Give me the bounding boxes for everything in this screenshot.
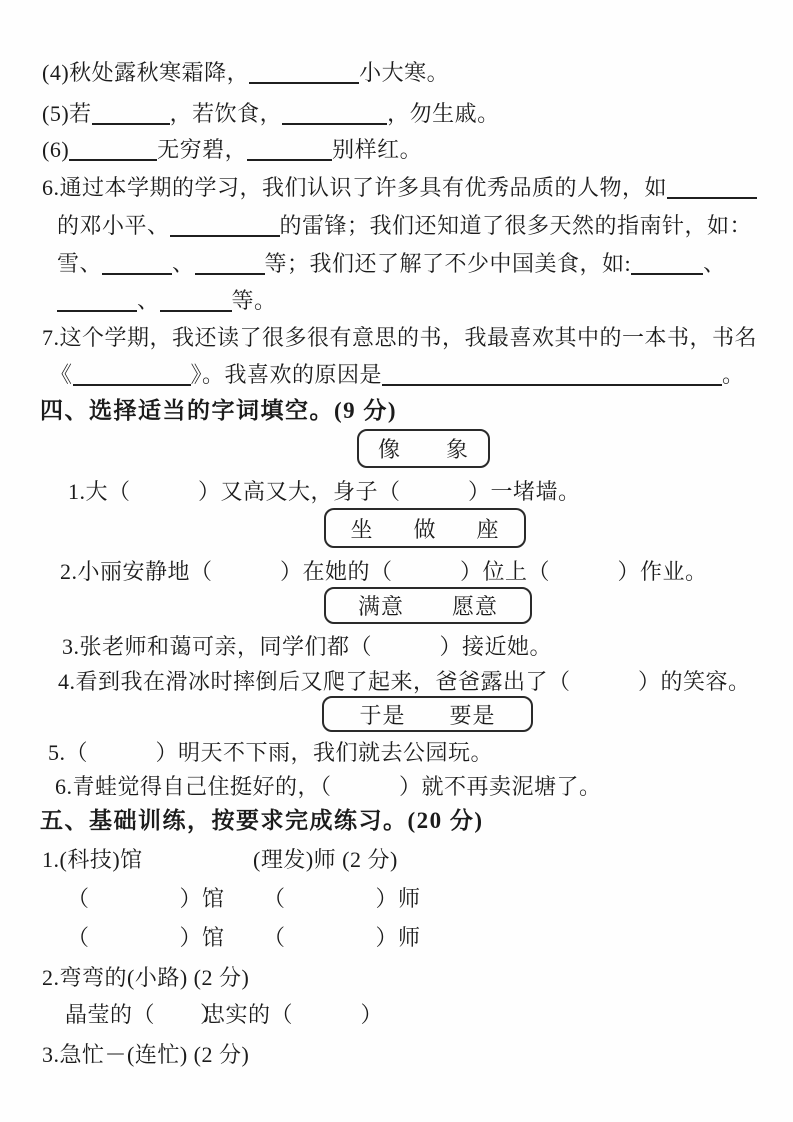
question-text: 1.大（ ）又高又大，身子（ ）一堵墙。: [68, 479, 581, 504]
question-text: （ ）师: [263, 925, 421, 950]
question-text: 2.小丽安静地（ ）在她的（ ）位上（ ）作业。: [60, 559, 708, 584]
question-text: 小大寒。: [359, 60, 450, 85]
question-text: 3.急忙－(连忙) (2 分): [42, 1042, 250, 1067]
word-option: 做: [413, 516, 437, 542]
answer-blank: [160, 290, 232, 312]
answer-blank: [247, 139, 332, 161]
question-text: 、: [172, 251, 195, 276]
question-text: 雪、: [57, 251, 103, 276]
word-bank-box-yushi: [322, 696, 533, 732]
question-4-4: [58, 669, 751, 695]
question-text: (6): [42, 137, 70, 162]
question-text: 6.青蛙觉得自己住挺好的，（ ）就不再卖泥塘了。: [55, 774, 602, 799]
question-4-2: [60, 559, 708, 585]
word-option: 满意: [357, 594, 404, 619]
question-text: （ ）师: [263, 886, 421, 911]
word-option: 坐: [350, 516, 374, 542]
answer-blank: [73, 364, 191, 386]
question-5-2: [42, 965, 249, 991]
question-text: （ ）馆: [67, 925, 225, 950]
question-text: ，若饮食，: [169, 101, 283, 126]
question-7-line1: [42, 325, 757, 351]
answer-blank: [102, 253, 172, 275]
question-5-1-row2: [67, 925, 421, 951]
question-text: 等；我们还了解了不少中国美食，如:: [264, 251, 632, 276]
answer-blank: [92, 103, 170, 125]
question-text: 无穷碧，: [157, 137, 248, 162]
answer-blank: [667, 177, 757, 199]
question-4-5: [48, 740, 493, 766]
question-6-line1: [42, 175, 757, 201]
question-text: (4)秋处露秋寒霜降，: [42, 60, 250, 85]
question-text: 等。: [231, 288, 277, 313]
question-text: (理发)师 (2 分): [253, 847, 398, 872]
question-3-6: [42, 137, 422, 163]
word-option: 座: [476, 516, 500, 542]
section-heading-text: 五、基础训练，按要求完成练习。(20 分): [40, 808, 484, 833]
answer-blank: [249, 62, 359, 84]
word-option: 象: [446, 437, 470, 462]
question-text: 6.通过本学期的学习，我们认识了许多具有优秀品质的人物，如: [42, 175, 668, 200]
question-text: 忠实的（ ）: [203, 1002, 384, 1027]
word-option: 于是: [359, 702, 406, 728]
question-text: 7.这个学期，我还读了很多很有意思的书，我最喜欢其中的一本书，书名: [42, 325, 758, 350]
question-4-1: [68, 479, 581, 505]
question-text: 的雷锋；我们还知道了很多天然的指南针，如：: [279, 213, 753, 238]
question-5-1-row1: [67, 886, 421, 912]
question-6-line3: [57, 251, 726, 277]
question-text: 3.张老师和蔼可亲，同学们都（ ）接近她。: [62, 634, 553, 659]
question-6-line2: [57, 213, 752, 239]
word-bank-box-manyi: [324, 587, 532, 624]
question-6-line4: [57, 288, 277, 314]
question-text: 1.(科技)馆: [42, 847, 143, 872]
section-4-heading: [40, 398, 397, 424]
answer-blank: [57, 290, 137, 312]
answer-blank: [631, 253, 703, 275]
question-text: (5)若: [42, 101, 92, 126]
question-text: 、: [703, 251, 726, 276]
answer-blank: [69, 139, 157, 161]
question-text: 的邓小平、: [57, 213, 170, 238]
section-heading-text: 四、选择适当的字词填空。(9 分): [40, 398, 398, 423]
answer-blank: [170, 215, 280, 237]
question-text: 》。我喜欢的原因是: [190, 362, 383, 387]
word-option: 要是: [449, 702, 496, 728]
question-5-3: [42, 1042, 249, 1068]
answer-blank: [382, 364, 722, 386]
question-text: 2.弯弯的(小路) (2 分): [42, 965, 250, 990]
question-text: 4.看到我在滑冰时摔倒后又爬了起来，爸爸露出了（ ）的笑容。: [58, 669, 751, 694]
answer-blank: [195, 253, 265, 275]
word-bank-box-zuo: [324, 508, 526, 548]
question-3-5: [42, 101, 500, 127]
question-text: 。: [722, 362, 745, 387]
word-bank-box-xiang: [357, 429, 490, 468]
answer-blank: [282, 103, 387, 125]
question-5-2-row: [65, 1002, 384, 1028]
word-option: 像: [377, 437, 401, 462]
word-option: 愿意: [452, 594, 499, 619]
question-4-6: [55, 774, 602, 800]
question-5-1: [42, 847, 398, 873]
question-text: ，勿生戚。: [387, 101, 500, 126]
question-text: 《: [50, 362, 73, 387]
question-3-4: [42, 60, 449, 86]
question-text: 5.（ ）明天不下雨，我们就去公园玩。: [48, 740, 494, 765]
question-text: 晶莹的（ ）: [65, 1002, 223, 1027]
question-text: （ ）馆: [67, 886, 225, 911]
question-text: 别样红。: [332, 137, 423, 162]
section-5-heading: [40, 808, 484, 834]
question-4-3: [62, 634, 552, 660]
question-7-line2: [50, 362, 745, 388]
question-text: 、: [137, 288, 160, 313]
